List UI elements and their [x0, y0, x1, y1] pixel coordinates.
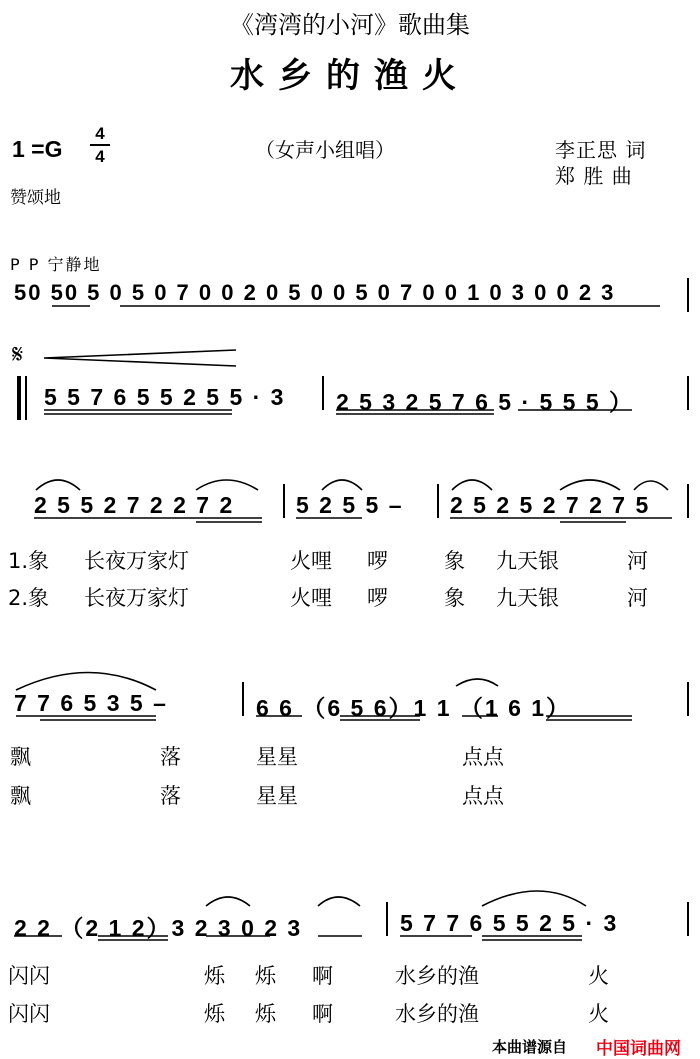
- lyric-v1-9: 落: [160, 745, 181, 769]
- lyric-v2-6: 九天银: [496, 586, 559, 610]
- lyric-v1-6: 九天银: [496, 549, 559, 573]
- line2-slurs: [36, 480, 668, 490]
- lyric-v2-5: 象: [444, 586, 465, 610]
- line4-measure1: 2 2 （2 1 2）3 2 3 0 2 3: [14, 915, 303, 941]
- lyric-v2-2: 长夜万家灯: [84, 586, 189, 610]
- site-name-link[interactable]: 中国词曲网: [596, 1039, 681, 1059]
- lyric-v1-5: 象: [444, 549, 465, 573]
- lyric-v2-4: 啰: [367, 586, 388, 610]
- lyric-v2-11: 点点: [462, 784, 504, 808]
- lyricist-credit: 李正思 词: [555, 138, 647, 162]
- lyric-v2-10: 星星: [256, 784, 298, 808]
- line3-measure2: 6 6 （6 5 6）1 1 （1 6 1）: [256, 695, 572, 721]
- lyric-v2-9: 落: [160, 784, 181, 808]
- lyric-v1-14: 烁: [255, 964, 276, 988]
- meter-top: 4: [95, 124, 105, 143]
- lyric-v1-12: 闪闪: [8, 964, 50, 988]
- lyric-v1-13: 烁: [204, 964, 225, 988]
- collection-title: 《湾湾的小河》歌曲集: [230, 11, 470, 39]
- lyric-v1-3: 火哩: [290, 549, 332, 573]
- lyric-v2-16: 水乡的渔: [395, 1002, 479, 1026]
- line1-measure1: 5 5 7 6 5 5 2 5 5 · 3: [44, 384, 286, 410]
- lyric-v1-2: 长夜万家灯: [84, 549, 189, 573]
- lyric-v1-10: 星星: [256, 745, 298, 769]
- lyric-v1-17: 火: [588, 964, 609, 988]
- lyric-v1-8: 飘: [10, 745, 31, 769]
- lyric-v1-15: 啊: [312, 964, 333, 988]
- lyric-v1-16: 水乡的渔: [395, 964, 479, 988]
- line2-measure2: 5 2 5 5 –: [296, 492, 404, 518]
- key-signature: 1 =G: [12, 136, 63, 162]
- performance-note: （女声小组唱）: [255, 138, 395, 162]
- line4-slurs: [206, 891, 586, 906]
- line3-slurs: [16, 673, 498, 691]
- lyric-v2-14: 烁: [255, 1002, 276, 1026]
- source-label: 本曲谱源自: [492, 1038, 568, 1056]
- line2-measure3: 2 5 2 5 2 7 2 7 5: [450, 492, 651, 518]
- meter-bottom: 4: [95, 147, 105, 166]
- lyric-v2-1: 2.象: [8, 586, 50, 610]
- line4-measure2: 5 7 7 6 5 5 2 5 · 3: [400, 910, 619, 936]
- crescendo-hairpin: [44, 350, 236, 366]
- lyric-v1-11: 点点: [462, 745, 504, 769]
- dynamics-marking: P P 宁静地: [10, 255, 102, 274]
- line3-measure1: 7 7 6 5 3 5 –: [14, 690, 168, 716]
- lyric-v2-17: 火: [588, 1002, 609, 1026]
- song-title: 水乡的渔火: [230, 56, 470, 96]
- line2-measure1: 2 5 5 2 7 2 2 7 2: [34, 492, 235, 518]
- lyric-v2-13: 烁: [204, 1002, 225, 1026]
- lyric-v1-1: 1.象: [8, 549, 50, 573]
- lyric-v2-12: 闪闪: [8, 1002, 50, 1026]
- segno-sign: 𝄋: [12, 340, 24, 370]
- lyric-v1-4: 啰: [367, 549, 388, 573]
- tempo-marking: 赞颂地: [10, 188, 61, 208]
- lyric-v1-7: 河: [627, 549, 648, 573]
- composer-credit: 郑 胜 曲: [555, 164, 633, 188]
- lyric-v2-15: 啊: [312, 1002, 333, 1026]
- line1-measure2: 2 5 3 2 5 7 6 5 · 5 5 5 ）: [336, 389, 635, 415]
- intro-notes: 50 50 5 0 5 0 7 0 0 2 0 5 0 0 5 0 7 0 0 1 0 3 0 0 2 3: [14, 280, 616, 305]
- lyric-v2-7: 河: [627, 586, 648, 610]
- lyric-v2-3: 火哩: [290, 586, 332, 610]
- lyric-v2-8: 飘: [10, 784, 31, 808]
